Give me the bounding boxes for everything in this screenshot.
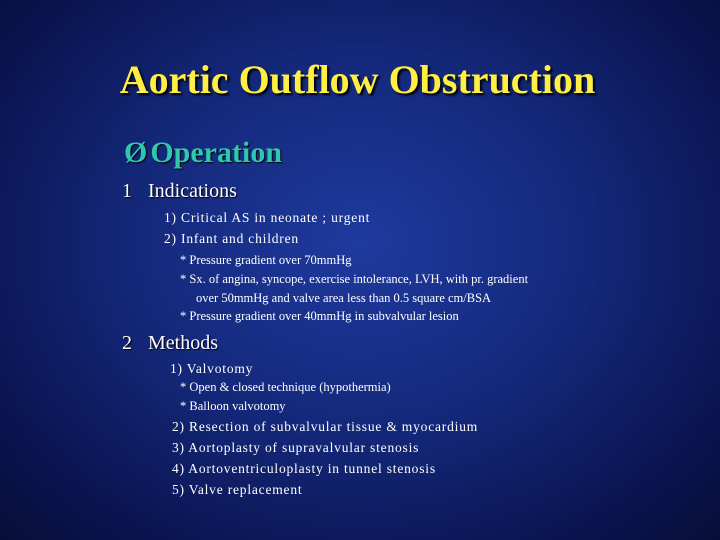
- heading-text: Operation: [150, 136, 283, 169]
- list-item: 1) Critical AS in neonate ; urgent: [164, 210, 371, 225]
- section-indications: [122, 180, 237, 203]
- sub-item: * Pressure gradient over 70mmHg: [180, 253, 352, 267]
- sub-item: * Sx. of angina, syncope, exercise intolerance, LVH, with pr. gradient: [180, 272, 529, 286]
- operation-heading: [124, 136, 282, 170]
- section-number: 1: [122, 180, 132, 202]
- slide-title: Aortic Outflow Obstruction: [119, 57, 596, 102]
- section-label: Methods: [148, 332, 218, 354]
- arrow-bullet-icon: Ø: [124, 136, 148, 169]
- sub-item: * Pressure gradient over 40mmHg in subvalvular lesion: [180, 309, 459, 323]
- list-item: 4) Aortoventriculoplasty in tunnel stenosis: [172, 461, 436, 476]
- section-methods: [122, 332, 218, 355]
- section-label: Indications: [148, 180, 237, 202]
- sub-item-continuation: over 50mmHg and valve area less than 0.5 square cm/BSA: [196, 291, 492, 305]
- list-item: 2) Resection of subvalvular tissue & myocardium: [172, 419, 479, 434]
- list-item: 1) Valvotomy: [170, 361, 254, 376]
- sub-item: * Open & closed technique (hypothermia): [180, 380, 391, 394]
- sub-item: * Balloon valvotomy: [180, 399, 286, 413]
- list-item: 2) Infant and children: [164, 231, 299, 246]
- list-item: 5) Valve replacement: [172, 482, 303, 497]
- section-number: 2: [122, 332, 132, 354]
- list-item: 3) Aortoplasty of supravalvular stenosis: [172, 440, 420, 455]
